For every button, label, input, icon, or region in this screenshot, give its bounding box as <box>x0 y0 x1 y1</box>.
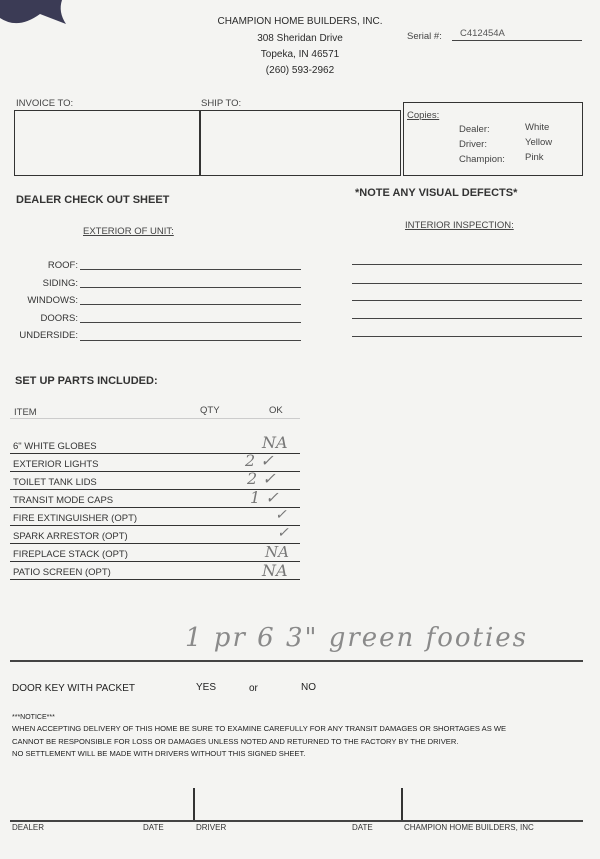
exterior-heading: EXTERIOR OF UNIT: <box>83 226 174 237</box>
notice-line-2: CANNOT BE RESPONSIBLE FOR LOSS OR DAMAGES UNLESS NOTED AND RETURNED TO THE FACTORY BY THE DRIVER. <box>12 737 459 746</box>
sig-date-2: DATE <box>352 823 373 832</box>
sig-date-1: DATE <box>143 823 164 832</box>
notice-line-3: NO SETTLEMENT WILL BE MADE WITH DRIVERS WITHOUT THIS SIGNED SHEET. <box>12 749 306 758</box>
copies-title: Copies: <box>407 110 440 121</box>
interior-line-5[interactable] <box>352 336 582 337</box>
company-name: CHAMPION HOME BUILDERS, INC. <box>217 16 383 27</box>
exterior-siding-label: SIDING: <box>42 278 78 289</box>
handwritten-extinguisher: ✓ <box>275 507 287 523</box>
note-rule <box>10 660 583 662</box>
part-transit-mode-caps: TRANSIT MODE CAPS <box>13 495 114 506</box>
handwritten-patio: NA <box>262 561 288 580</box>
copy-driver-color: Yellow <box>525 137 553 148</box>
serial-value: C412454A <box>460 28 505 39</box>
door-key-no[interactable]: NO <box>301 682 316 693</box>
exterior-windows-line[interactable] <box>80 304 301 305</box>
door-key-yes[interactable]: YES <box>196 682 217 693</box>
serial-label: Serial #: <box>407 31 442 42</box>
part-toilet-tank-lids: TOILET TANK LIDS <box>13 477 97 488</box>
part-line <box>10 543 300 544</box>
part-line <box>10 561 300 562</box>
copy-dealer-color: White <box>525 122 550 133</box>
exterior-doors-label: DOORS: <box>40 313 78 324</box>
address-box[interactable] <box>14 110 401 176</box>
part-white-globes: 6" WHITE GLOBES <box>13 441 97 452</box>
signature-rule[interactable] <box>10 820 583 822</box>
address-divider <box>199 110 201 176</box>
handwritten-lights: 2 ✓ <box>245 451 274 470</box>
copy-champion-role: Champion: <box>459 154 505 165</box>
invoice-to-label: INVOICE TO: <box>16 98 74 109</box>
sig-divider-2 <box>401 788 403 821</box>
handwritten-globes: NA <box>262 433 288 452</box>
part-line <box>10 507 300 508</box>
handwritten-caps: 1 ✓ <box>250 488 279 507</box>
col-qty: QTY <box>200 405 220 416</box>
part-exterior-lights: EXTERIOR LIGHTS <box>13 459 99 470</box>
company-address: 308 Sheridan Drive <box>257 33 343 44</box>
sig-champion: CHAMPION HOME BUILDERS, INC <box>404 823 534 832</box>
notice-line-1: WHEN ACCEPTING DELIVERY OF THIS HOME BE SURE TO EXAMINE CAREFULLY FOR ANY TRANSIT DAMAGES OR SHORTAGES AS WE <box>12 724 507 733</box>
interior-line-1[interactable] <box>352 264 582 265</box>
col-item: ITEM <box>14 407 37 418</box>
notice-title: ***NOTICE*** <box>12 714 55 721</box>
part-spark-arrestor: SPARK ARRESTOR (OPT) <box>13 531 128 542</box>
company-city: Topeka, IN 46571 <box>260 49 340 60</box>
handwritten-note: 1 pr 6 3" green footies <box>185 623 528 653</box>
copy-champion-color: Pink <box>525 152 544 163</box>
exterior-windows-label: WINDOWS: <box>27 295 78 306</box>
part-fireplace-stack: FIREPLACE STACK (OPT) <box>13 549 128 560</box>
header-rule <box>10 418 300 419</box>
sig-dealer: DEALER <box>12 823 45 832</box>
copy-dealer-role: Dealer: <box>459 124 490 135</box>
ship-to-label: SHIP TO: <box>201 98 242 109</box>
exterior-siding-line[interactable] <box>80 287 301 288</box>
defects-note: *NOTE ANY VISUAL DEFECTS* <box>355 187 518 199</box>
handwritten-fireplace: NA <box>265 543 289 561</box>
part-patio-screen: PATIO SCREEN (OPT) <box>13 567 111 578</box>
part-fire-extinguisher: FIRE EXTINGUISHER (OPT) <box>13 513 138 524</box>
interior-line-4[interactable] <box>352 318 582 319</box>
copy-driver-role: Driver: <box>459 139 487 150</box>
serial-line <box>452 40 582 41</box>
exterior-roof-line[interactable] <box>80 269 301 270</box>
company-phone: (260) 593-2962 <box>265 65 335 76</box>
interior-line-3[interactable] <box>352 300 582 301</box>
handwritten-lids: 2 ✓ <box>247 469 276 488</box>
sheet-title: DEALER CHECK OUT SHEET <box>16 194 170 206</box>
exterior-underside-line[interactable] <box>80 340 301 341</box>
part-line <box>10 525 300 526</box>
interior-line-2[interactable] <box>352 283 582 284</box>
col-ok: OK <box>269 405 283 416</box>
sig-driver: DRIVER <box>196 823 227 832</box>
door-key-label: DOOR KEY WITH PACKET <box>12 683 135 694</box>
door-key-or: or <box>249 683 258 694</box>
part-line <box>10 579 300 580</box>
sig-divider-1 <box>193 788 195 821</box>
handwritten-arrestor: ✓ <box>277 525 289 541</box>
setup-title: SET UP PARTS INCLUDED: <box>15 375 158 387</box>
exterior-roof-label: ROOF: <box>47 260 78 271</box>
exterior-underside-label: UNDERSIDE: <box>19 330 78 341</box>
interior-heading: INTERIOR INSPECTION: <box>405 220 514 231</box>
exterior-doors-line[interactable] <box>80 322 301 323</box>
